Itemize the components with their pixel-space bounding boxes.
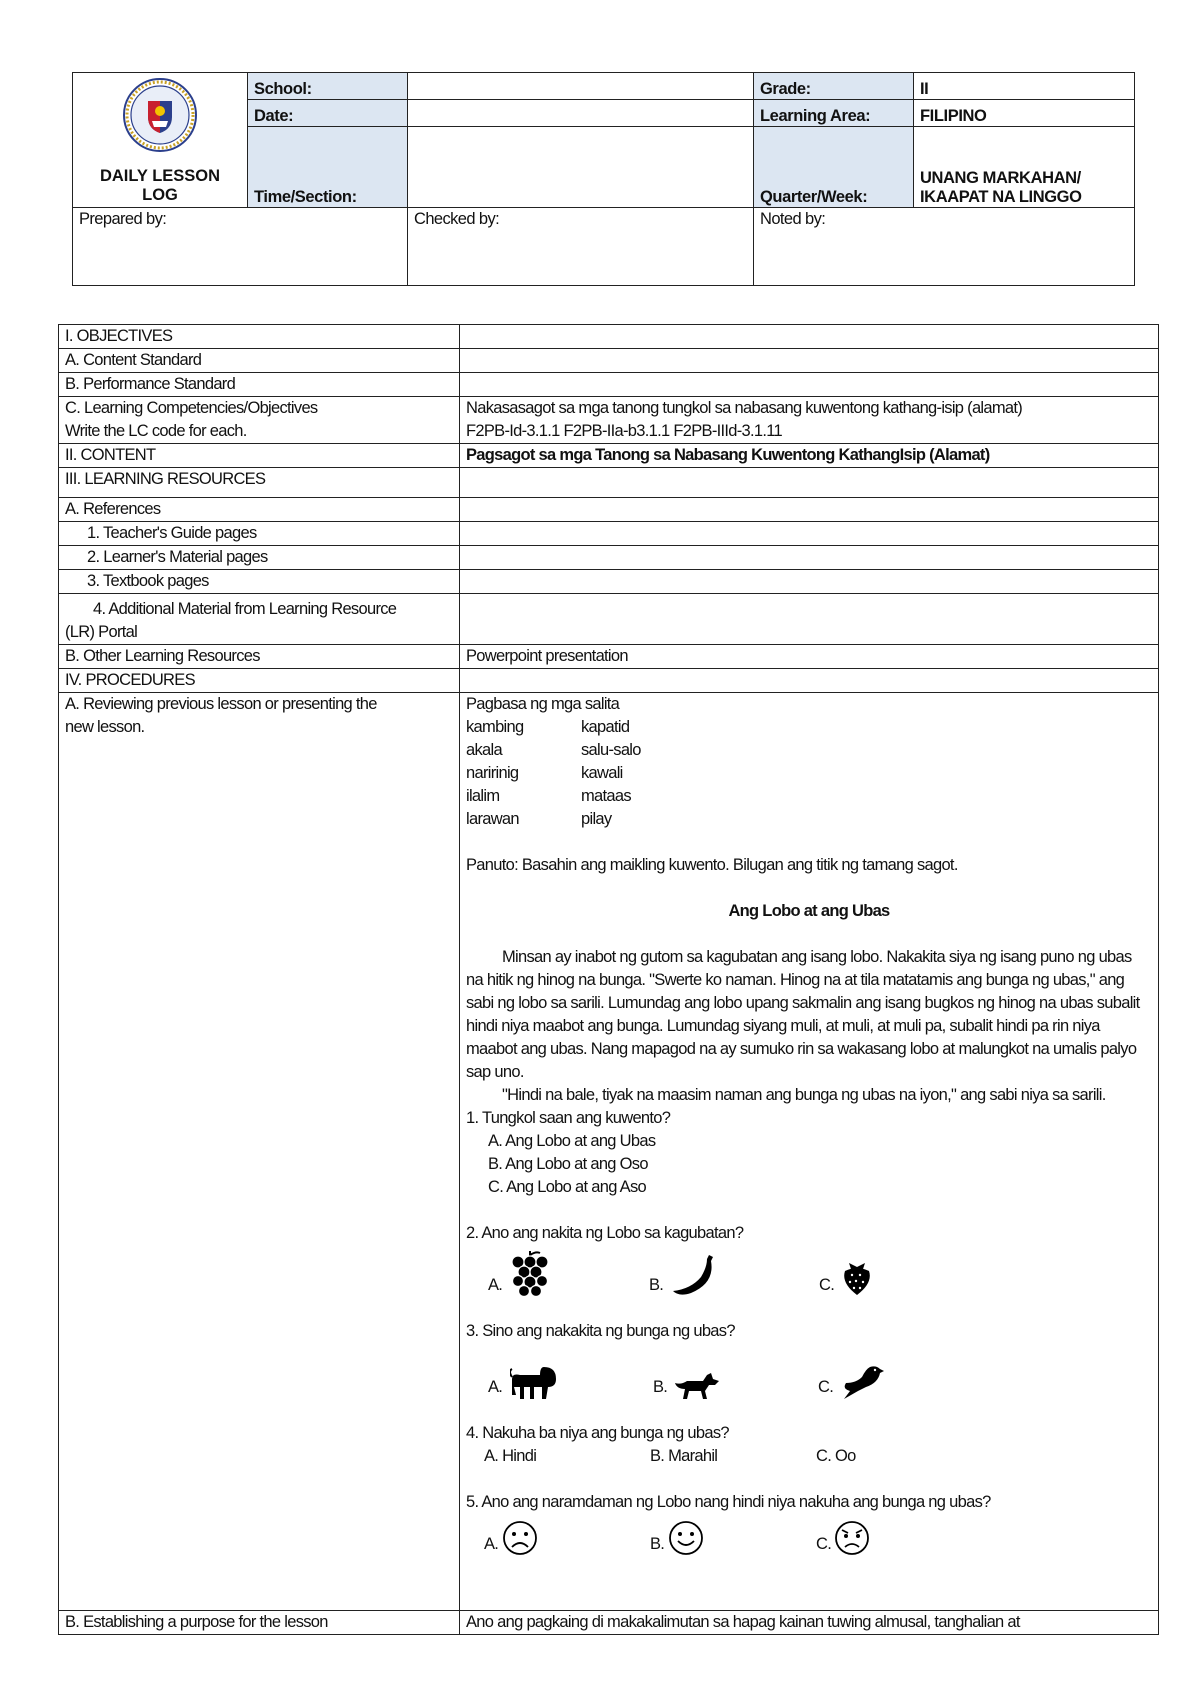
lc-value2: F2PB-Id-3.1.1 F2PB-IIa-b3.1.1 F2PB-IIId-3.1.11 xyxy=(466,422,782,440)
choice-letter: A. xyxy=(484,1535,499,1553)
grade-field[interactable]: II xyxy=(914,73,1135,100)
choice-letter: A. xyxy=(488,1378,503,1396)
q3-choices xyxy=(466,1343,1152,1399)
q2-choice-b[interactable] xyxy=(649,1253,819,1297)
question-1: 1. Tungkol saan ang kuwento? xyxy=(466,1109,671,1127)
date-label: Date: xyxy=(248,100,408,127)
prepared-by[interactable]: Prepared by: xyxy=(73,208,408,286)
q3-choice-c[interactable] xyxy=(818,1363,884,1399)
purpose-label: B. Establishing a purpose for the lesson xyxy=(59,1611,460,1635)
choice-letter: B. xyxy=(653,1378,668,1396)
q4-choice-a[interactable]: A. Hindi xyxy=(484,1447,537,1465)
learning-resources-value[interactable] xyxy=(460,468,1159,498)
word: kapatid xyxy=(581,718,630,736)
q4-choice-b[interactable]: B. Marahil xyxy=(650,1447,718,1465)
lr-line1: 4. Additional Material from Learning Resource xyxy=(93,600,397,618)
objectives-heading: I. OBJECTIVES xyxy=(59,325,460,349)
choice-letter: C. xyxy=(818,1378,834,1396)
instruction: Panuto: Basahin ang maikling kuwento. Bilugan ang titik ng tamang sagot. xyxy=(466,856,958,874)
review-line2: new lesson. xyxy=(65,718,145,736)
other-resources-value[interactable]: Powerpoint presentation xyxy=(460,645,1159,669)
word: kambing xyxy=(466,718,524,736)
quarter-line1: UNANG MARKAHAN/ xyxy=(920,169,1081,187)
q3-choice-b[interactable] xyxy=(653,1371,818,1399)
banana-icon xyxy=(671,1253,717,1297)
choice-letter: B. xyxy=(650,1535,665,1553)
choice-letter: C. xyxy=(816,1535,832,1553)
q2-choice-c[interactable] xyxy=(819,1257,873,1297)
checked-by[interactable]: Checked by: xyxy=(408,208,754,286)
q2-choices xyxy=(466,1245,1152,1297)
lc-line2: Write the LC code for each. xyxy=(65,422,247,440)
question-3: 3. Sino ang nakakita ng bunga ng ubas? xyxy=(466,1322,735,1340)
word: akala xyxy=(466,741,502,759)
word: pilay xyxy=(581,810,612,828)
story-title: Ang Lobo at ang Ubas xyxy=(728,902,890,920)
references-value[interactable] xyxy=(460,498,1159,522)
review-line1: A. Reviewing previous lesson or presenting the xyxy=(65,695,377,713)
choice-letter: B. xyxy=(649,1276,664,1294)
lr-portal-label xyxy=(59,594,460,645)
header-table xyxy=(72,72,1135,286)
time-section-field[interactable] xyxy=(408,127,754,208)
word: mataas xyxy=(581,787,631,805)
procedures-heading: IV. PROCEDURES xyxy=(59,669,460,693)
lc-value1: Nakasasagot sa mga tanong tungkol sa nabasang kuwentong kathang-isip (alamat) xyxy=(466,399,1023,417)
angry-face-icon xyxy=(834,1520,870,1556)
learners-material-value[interactable] xyxy=(460,546,1159,570)
lesson-table xyxy=(58,324,1159,1635)
q1-choice-c[interactable]: C. Ang Lobo at ang Aso xyxy=(488,1178,646,1196)
seal-cell xyxy=(73,73,248,208)
other-resources-label: B. Other Learning Resources xyxy=(59,645,460,669)
q3-choice-a[interactable] xyxy=(488,1365,653,1399)
teachers-guide-value[interactable] xyxy=(460,522,1159,546)
story-paragraph-2: "Hindi na bale, tiyak na maasim naman ang bunga ng ubas na iyon," ang sabi niya sa sarili. xyxy=(502,1086,1106,1104)
choice-letter: C. xyxy=(819,1276,835,1294)
review-content[interactable] xyxy=(460,693,1159,1611)
deped-seal-icon xyxy=(122,77,198,153)
word-pair xyxy=(466,739,1152,762)
learning-competencies-value[interactable] xyxy=(460,397,1159,444)
noted-by[interactable]: Noted by: xyxy=(754,208,1135,286)
q2-choice-a[interactable] xyxy=(488,1249,649,1297)
learning-area-label: Learning Area: xyxy=(754,100,914,127)
review-label xyxy=(59,693,460,1611)
word: kawali xyxy=(581,764,623,782)
date-field[interactable] xyxy=(408,100,754,127)
content-standard-label: A. Content Standard xyxy=(59,349,460,373)
references-label: A. References xyxy=(59,498,460,522)
question-5: 5. Ano ang naramdaman ng Lobo nang hindi niya nakuha ang bunga ng ubas? xyxy=(466,1493,991,1511)
story-paragraph-1: Minsan ay inabot ng gutom sa kagubatan ang isang lobo. Nakakita siya ng isang puno ng ubas na hitik ng hinog na bunga. "Swerte ko naman. Hinog na at tila matatamis ang bunga ng ubas," ang sabi ng lobo sa sarili. Lumundag ang lobo upang sakmalin ang isang bugkos ng hinog na ubas subalit hindi niya maabot ang bunga. Lumundag siyang muli, at muli, at muli pa, subalit hindi pa rin niya maabot ang ubas. Nang mapagod na ay sumuko rin sa wakasang lobo at malungkot na umalis palyo sap uno. xyxy=(466,948,1140,1081)
learning-resources-heading: III. LEARNING RESOURCES xyxy=(59,468,460,498)
strawberry-icon xyxy=(841,1257,873,1297)
q4-choice-c[interactable]: C. Oo xyxy=(816,1447,856,1465)
fox-icon xyxy=(675,1371,719,1399)
word: ilalim xyxy=(466,787,500,805)
content-heading: II. CONTENT xyxy=(59,444,460,468)
choice-letter: A. xyxy=(488,1276,503,1294)
happy-face-icon xyxy=(668,1520,704,1556)
sad-face-icon xyxy=(502,1520,538,1556)
office-title-line1: DAILY LESSON xyxy=(99,167,221,185)
lion-icon xyxy=(510,1365,558,1399)
textbook-value[interactable] xyxy=(460,570,1159,594)
q1-choice-b[interactable]: B. Ang Lobo at ang Oso xyxy=(488,1155,648,1173)
word-pair xyxy=(466,808,1152,831)
learning-competencies-label xyxy=(59,397,460,444)
teachers-guide-label: 1. Teacher's Guide pages xyxy=(59,522,460,546)
q4-choices xyxy=(466,1445,1152,1468)
q5-choice-a[interactable] xyxy=(484,1520,650,1556)
q5-choice-b[interactable] xyxy=(650,1520,816,1556)
word-pair xyxy=(466,762,1152,785)
word: naririnig xyxy=(466,764,519,782)
learners-material-label: 2. Learner's Material pages xyxy=(59,546,460,570)
performance-standard-label: B. Performance Standard xyxy=(59,373,460,397)
learning-area-field[interactable]: FILIPINO xyxy=(914,100,1135,127)
office-title-line2: LOG xyxy=(142,186,178,204)
content-standard-value[interactable] xyxy=(460,349,1159,373)
grapes-icon xyxy=(510,1249,550,1297)
q5-choice-c[interactable] xyxy=(816,1520,870,1556)
performance-standard-value[interactable] xyxy=(460,373,1159,397)
q1-choice-a[interactable]: A. Ang Lobo at ang Ubas xyxy=(488,1132,656,1150)
school-label: School: xyxy=(248,73,408,100)
question-4: 4. Nakuha ba niya ang bunga ng ubas? xyxy=(466,1424,729,1442)
school-field[interactable] xyxy=(408,73,754,100)
procedures-value[interactable] xyxy=(460,669,1159,693)
quarter-week-field[interactable] xyxy=(914,127,1135,208)
bird-icon xyxy=(840,1363,884,1399)
review-intro: Pagbasa ng mga salita xyxy=(466,695,620,713)
content-value[interactable]: Pagsagot sa mga Tanong sa Nabasang Kuwentong KathangIsip (Alamat) xyxy=(460,444,1159,468)
lr-portal-value[interactable] xyxy=(460,594,1159,645)
lc-line1: C. Learning Competencies/Objectives xyxy=(65,399,318,417)
objectives-value[interactable] xyxy=(460,325,1159,349)
quarter-line2: IKAAPAT NA LINGGO xyxy=(920,188,1082,206)
word: larawan xyxy=(466,810,519,828)
word-pair xyxy=(466,785,1152,808)
grade-label: Grade: xyxy=(754,73,914,100)
purpose-value[interactable]: Ano ang pagkaing di makakalimutan sa hapag kainan tuwing almusal, tanghalian at xyxy=(460,1611,1159,1635)
question-2: 2. Ano ang nakita ng Lobo sa kagubatan? xyxy=(466,1224,744,1242)
lr-line2: (LR) Portal xyxy=(65,623,138,641)
textbook-label: 3. Textbook pages xyxy=(59,570,460,594)
word: salu-salo xyxy=(581,741,641,759)
time-section-label: Time/Section: xyxy=(248,127,408,208)
q5-choices xyxy=(466,1514,1152,1556)
quarter-week-label: Quarter/Week: xyxy=(754,127,914,208)
word-pair xyxy=(466,716,1152,739)
